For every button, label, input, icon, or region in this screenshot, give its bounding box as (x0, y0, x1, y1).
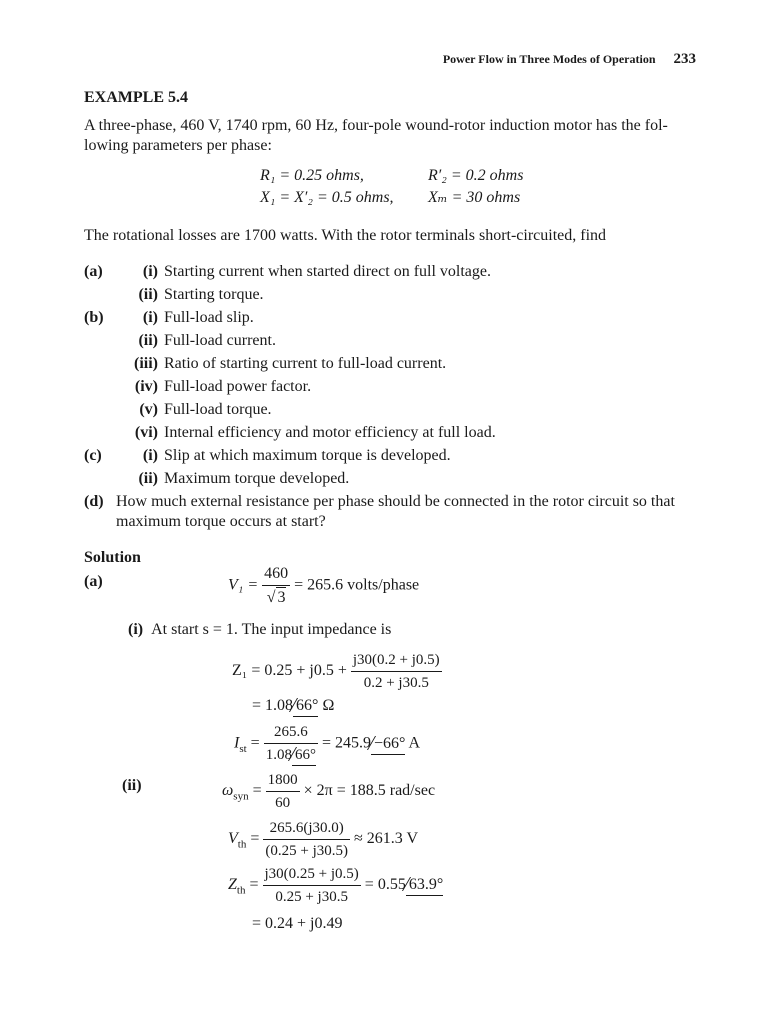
question-item: (ii) Starting torque. (138, 286, 264, 303)
example-intro-line1: A three-phase, 460 V, 1740 rpm, 60 Hz, four-pole wound-rotor induction motor has the fol- (84, 117, 668, 134)
equation-z1: Z₁ = 0.25 + j0.5 + $\frac{j30(0.2 + j0.5)}{0.2 + j30.5}$ (232, 652, 440, 691)
question-list (84, 262, 496, 492)
question-item: (c) (i) Slip at which maximum torque is developed. (84, 447, 451, 464)
equation-zth: $Z_{th}$ = $\frac{j30(0.25 + j0.5)}{0.25 + j30.5}$ = 0.55 63.9° (228, 866, 444, 905)
solution-ii-label: (ii) (122, 777, 142, 794)
question-item: (vi) Internal efficiency and motor efficiency at full load. (134, 424, 496, 441)
question-item: (iv) Full-load power factor. (134, 378, 312, 395)
page-number: 233 (673, 51, 696, 67)
equation-zth-final: = 0.24 + j0.49 (252, 915, 343, 932)
solution-heading: Solution (84, 549, 141, 566)
question-item: (b) (i) Full-load slip. (84, 309, 254, 326)
equation-v1: V₁ = $\frac{460}{√ 3}$ = 265.6 volts/phase (228, 565, 420, 606)
question-item: (v) Full-load torque. (139, 401, 272, 418)
question-item: (ii) Maximum torque developed. (138, 470, 350, 487)
param-xm: Xₘ = 30 ohms (428, 189, 521, 206)
question-item: (a) (i) Starting current when started direct on full voltage. (84, 263, 492, 280)
equation-omega-syn: $\omega_{syn}$ = $\frac{1800}{60}$ × 2π = 188.5 rad/sec (222, 772, 436, 811)
param-r1: R₁ = 0.25 ohms, (260, 167, 364, 184)
rotational-losses-text: The rotational losses are 1700 watts. With the rotor terminals short-circuited, find (84, 227, 607, 244)
equation-z1-result: = 1.08 66° Ω (252, 696, 334, 717)
solution-part-a: (a) (84, 573, 103, 590)
equation-vth: $V_{th}$ = $\frac{265.6(j30.0)}{(0.25 + j30.5)}$ ≈ 261.3 V (228, 820, 419, 859)
equation-ist: $I_{st}$ = $\frac{265.6}{1.08 66^\circ}$ = 245.9 −66° A (234, 722, 420, 766)
running-title: Power Flow in Three Modes of Operation (442, 52, 656, 66)
question-item: (iii) Ratio of starting current to full-load current. (134, 355, 447, 372)
solution-i-line: (i) At start s = 1. The input impedance is (128, 621, 392, 638)
param-x1: X₁ = X′₂ = 0.5 ohms, (260, 189, 394, 206)
example-title: EXAMPLE 5.4 (84, 89, 188, 106)
running-header (443, 50, 696, 68)
param-r2: R′₂ = 0.2 ohms (428, 167, 524, 184)
question-d: (d) How much external resistance per phase should be connected in the rotor circuit so that maximum torque occurs at start? (84, 493, 675, 530)
question-item: (ii) Full-load current. (138, 332, 276, 349)
example-intro-line2: lowing parameters per phase: (84, 137, 272, 154)
